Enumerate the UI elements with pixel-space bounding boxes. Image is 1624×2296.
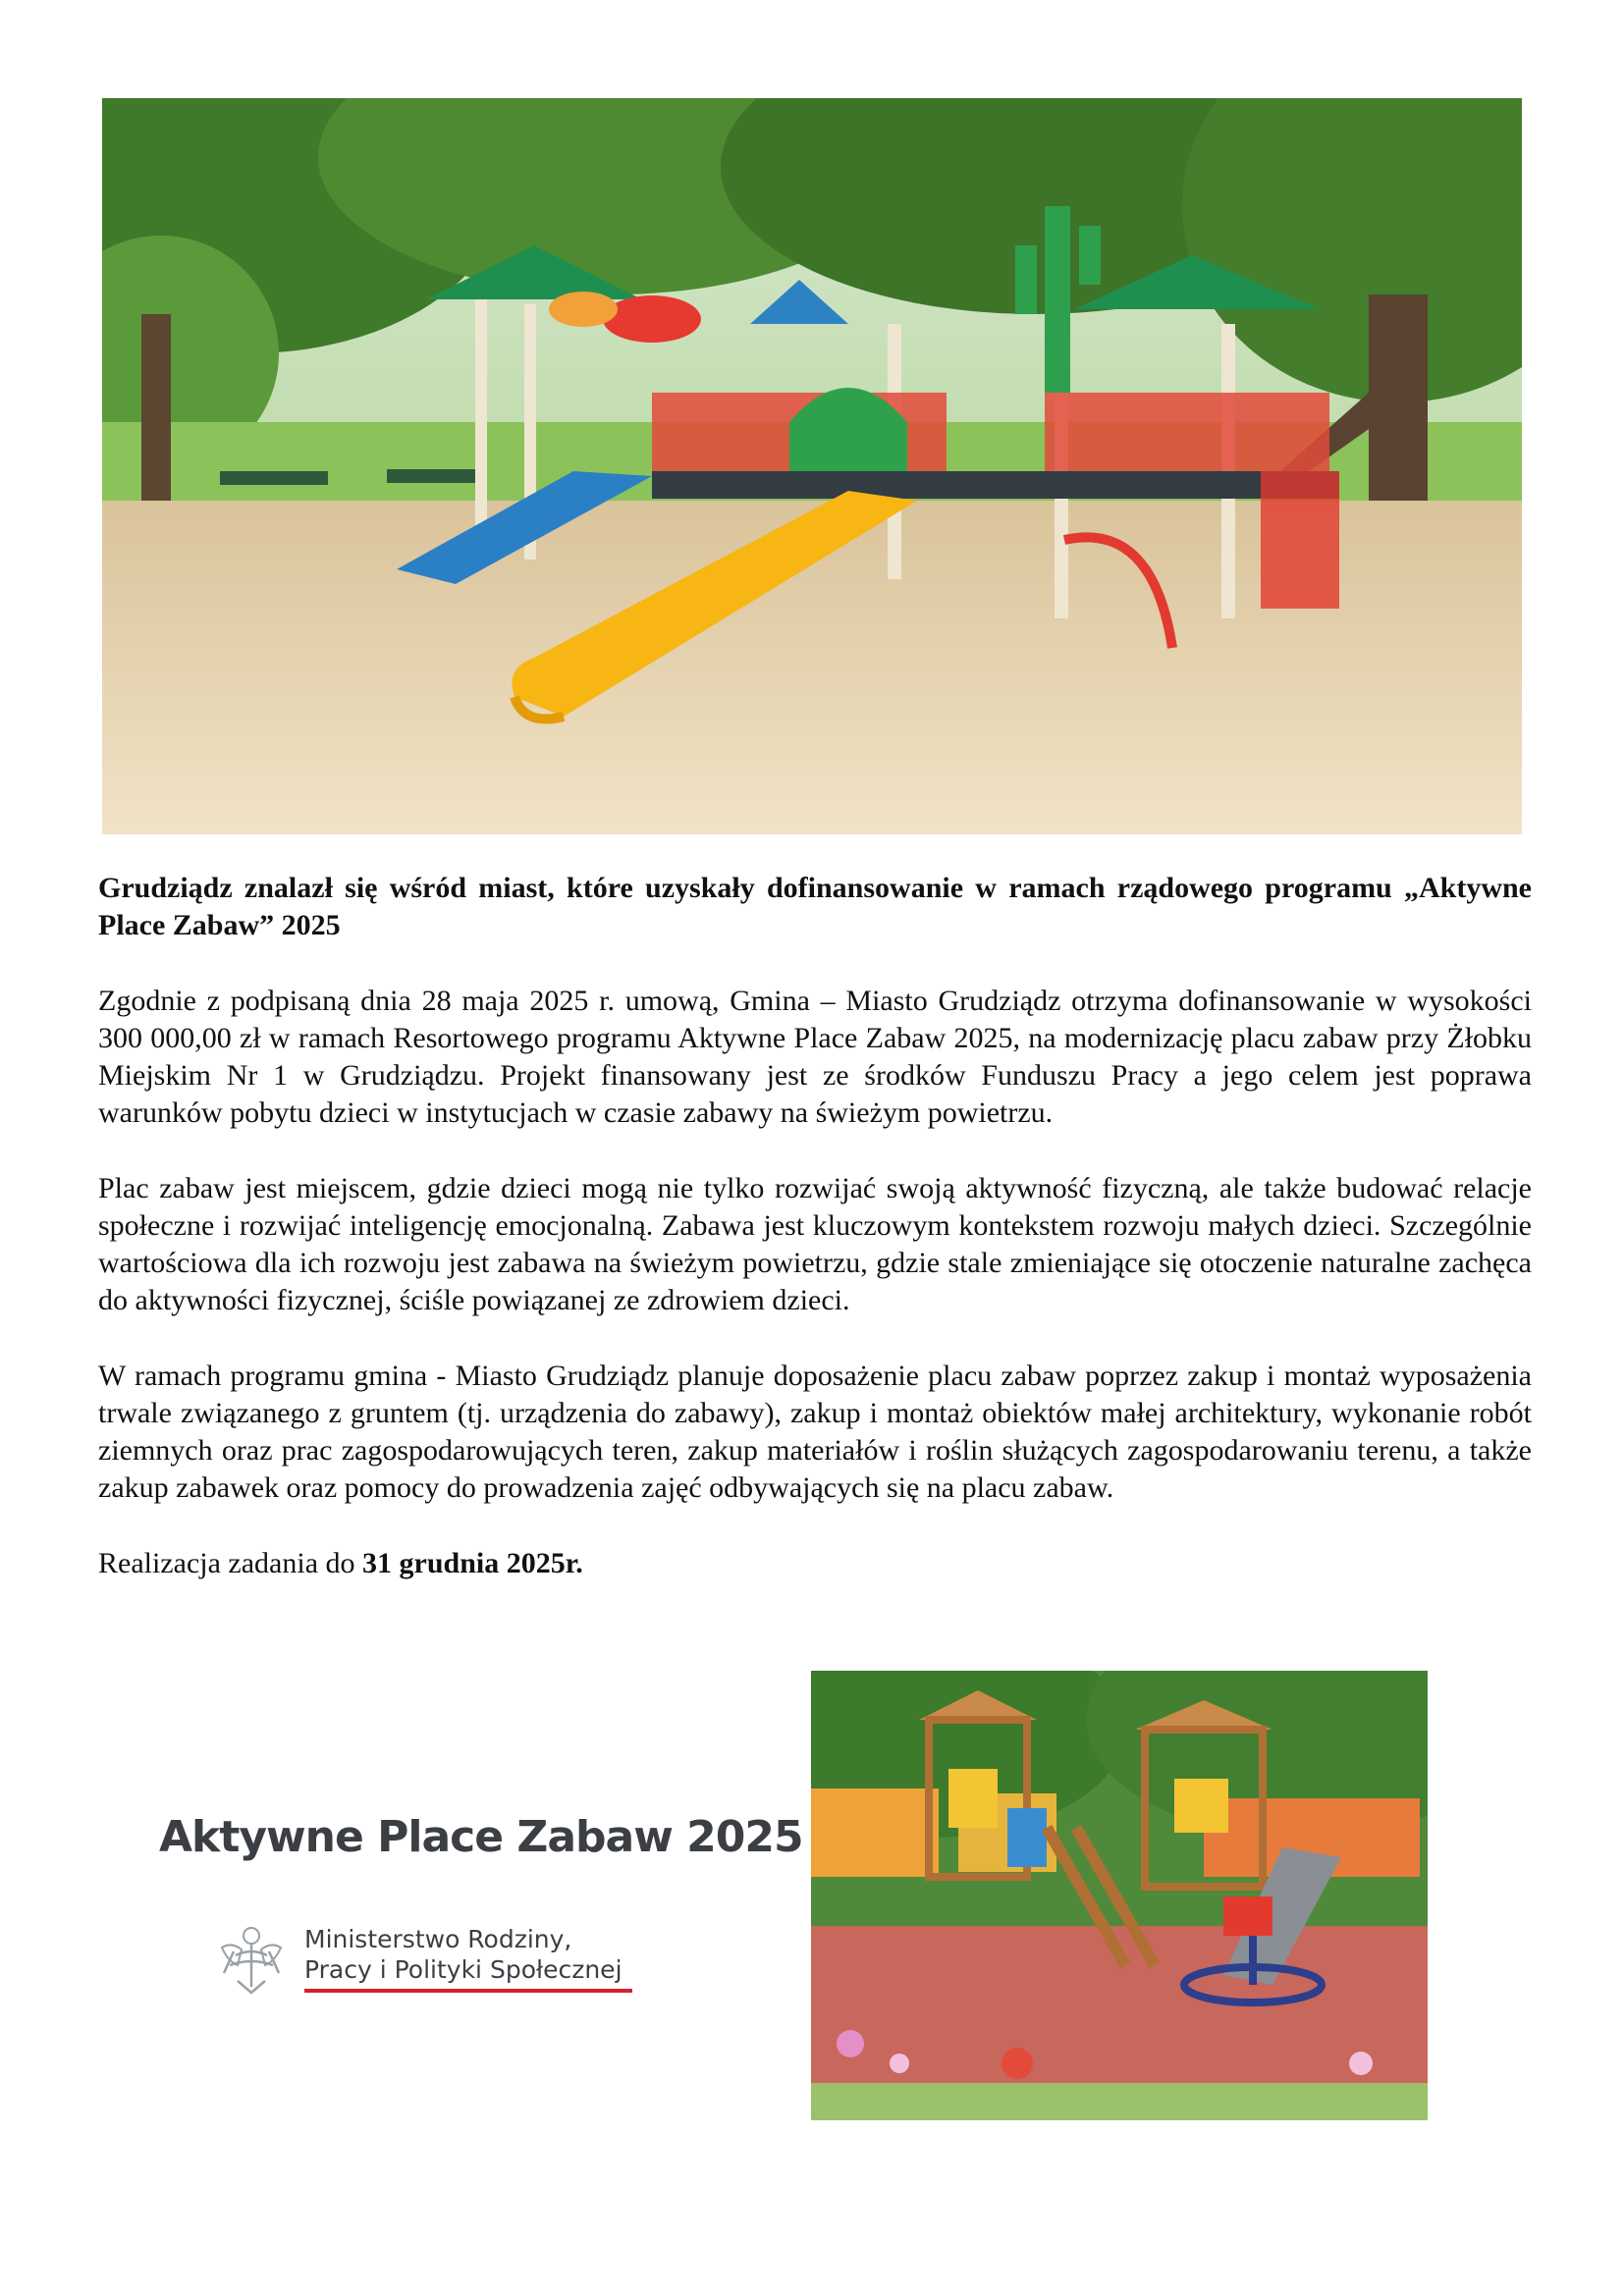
polish-eagle-icon (216, 1922, 287, 1999)
logo-title: Aktywne Place Zabaw 2025 (159, 1812, 803, 1862)
article-body (98, 870, 1532, 1582)
realization-date: 31 grudnia 2025r. (362, 1547, 583, 1579)
playground-photo-top (102, 98, 1522, 834)
playground-photo-bottom (811, 1671, 1428, 2120)
ministry-name (304, 1924, 623, 1985)
realization-line (98, 1545, 1532, 1582)
ministry-line-1: Ministerstwo Rodziny, (304, 1925, 572, 1953)
program-logo (147, 1796, 803, 2022)
logo-underline (304, 1989, 632, 1993)
article-headline: Grudziądz znalazł się wśród miast, które uzyskały dofinansowanie w ramach rządowego programu „Aktywne Place Zabaw” 2025 (98, 872, 1532, 941)
ministry-line-2: Pracy i Polityki Społecznej (304, 1955, 623, 1984)
article-paragraph-2: Plac zabaw jest miejscem, gdzie dzieci mogą nie tylko rozwijać swoją aktywność fizyczną, ale także budować relacje społeczne i rozwijać inteligencję emocjonalną. Zabawa jest kluczowym kontekstem rozwoju małych dzieci. Szczególnie wartościowa dla ich rozwoju jest zabawa na świeżym powietrzu, gdzie stale zmieniające się otoczenie naturalne zachęca do aktywności fizycznej, ściśle powiązanej ze zdrowiem dzieci. (98, 1172, 1532, 1316)
realization-prefix: Realizacja zadania do (98, 1547, 363, 1579)
article-paragraph-3: W ramach programu gmina - Miasto Grudziądz planuje doposażenie placu zabaw poprzez zakup i montaż wyposażenia trwale związanego z gruntem (tj. urządzenia do zabawy), zakup i montaż obiektów małej architektury, wykonanie robót ziemnych oraz prac zagospodarowujących teren, zakup materiałów i roślin służących zagospodarowaniu terenu, a także zakup zabawek oraz pomocy do prowadzenia zajęć odbywających się na placu zabaw. (98, 1360, 1532, 1504)
article-paragraph-1: Zgodnie z podpisaną dnia 28 maja 2025 r. umową, Gmina – Miasto Grudziądz otrzyma dofinansowanie w wysokości 300 000,00 zł w ramach Resortowego programu Aktywne Place Zabaw 2025, na modernizację placu zabaw przy Żłobku Miejskim Nr 1 w Grudziądzu. Projekt finansowany jest ze środków Funduszu Pracy a jego celem jest poprawa warunków pobytu dzieci w instytucjach w czasie zabawy na świeżym powietrzu. (98, 985, 1532, 1129)
